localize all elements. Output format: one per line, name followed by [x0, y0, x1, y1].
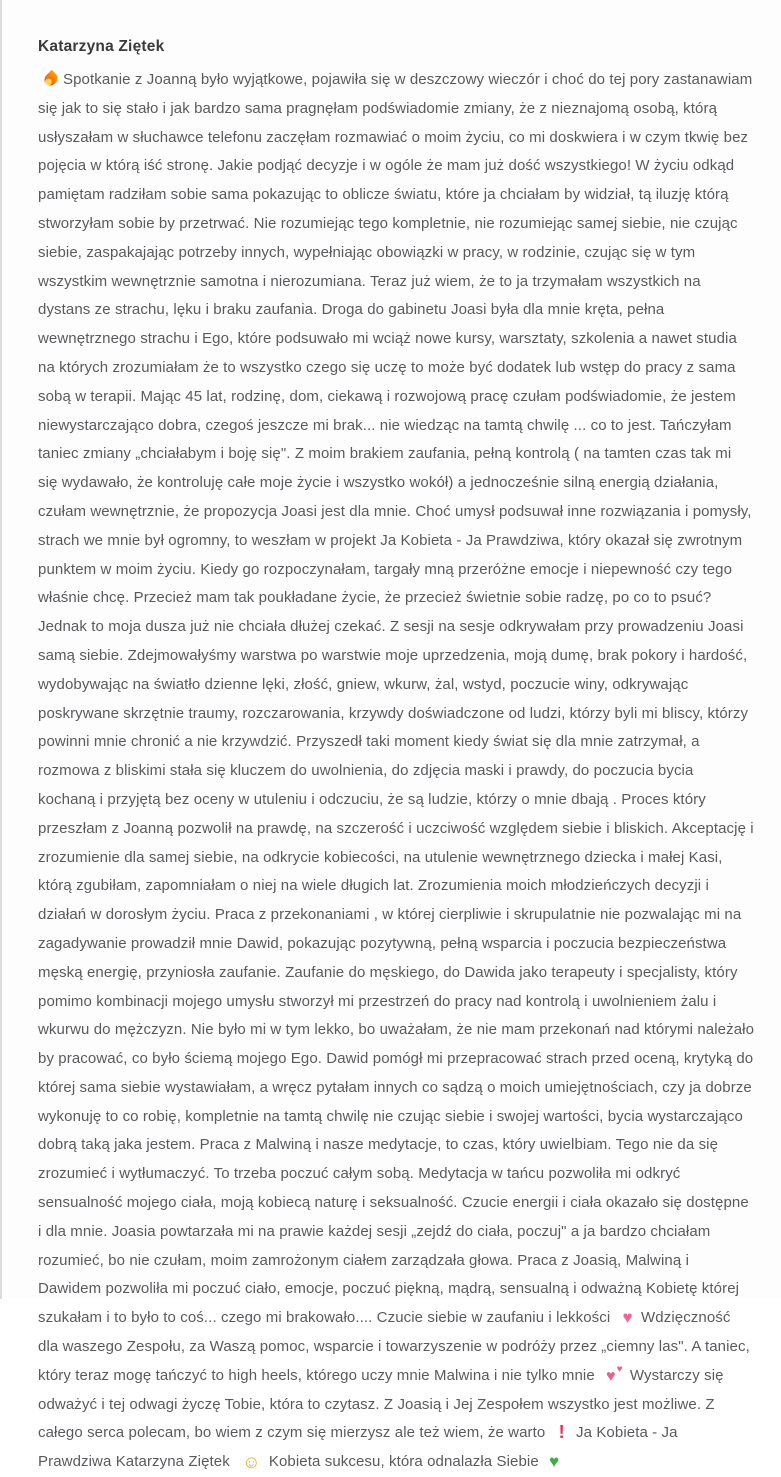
smiling-face-emoji: ☺ — [242, 1452, 261, 1473]
pink-heart-emoji: ♥ — [622, 1308, 633, 1328]
exclamation-emoji: ! — [558, 1422, 565, 1443]
author-name: Katarzyna Ziętek — [38, 38, 165, 55]
testimonial-text: Spotkanie z Joanną było wyjątkowe, pojawiła się w deszczowy wieczór i choć do tej pory zastanawiam się jak to się stało i jak bardzo sama pragnęłam podświadomie zmiany, że z nieznajomą osobą, którą usłyszałam w słuchawce telefonu zaczęłam rozmawiać o moim życiu, co mi doskwiera i w czym tkwię bez pojęcia w którą iść stronę. Jakie podjąć decyzje i w ogóle że mam już dość wszystkiego! W życiu odkąd pamiętam radziłam sobie sama pokazując to oblicze światu, które ja chciałam by widział, tą iluzję którą stworzyłam sobie by przetrwać. Nie rozumiejąc tego kompletnie, nie rozumiejąc samej siebie, nie czując siebie, zaspakajając potrzeby innych, wypełniając obowiązki w pracy, w rodzinie, czując się w tym wszystkim wewnętrznie samotna i nierozumiana. Teraz już wiem, że to ja trzymałam wszystkich na dystans ze strachu, lęku i braku zaufania. Droga do gabinetu Joasi była dla mnie kręta, pełna wewnętrznego strachu i Ego, które podsuwało mi wciąż nowe kursy, warsztaty, szkolenia a nawet studia na których zrozumiałam że to wszystko czego się uczę to może być dodatek lub wstęp do pracy z sama sobą w terapii. Mając 45 lat, rodzinę, dom, ciekawą i rozwojową pracę czułam podświadomie, że jestem niewystarczająco dobra, czegoś jeszcze mi brak... nie wiedząc na tamtą chwilę ... co to jest. Tańczyłam taniec zmiany „chciałabym i boję się". Z moim brakiem zaufania, pełną kontrolą ( na tamten czas tak mi się wydawało, że kontroluję całe moje życie i wszystko wokół) a jednocześnie silną energią działania, czułam wewnętrznie, że propozycja Joasi jest dla mnie. Choć umysł podsuwał inne rozwiązania i pomysły, strach we mnie był ogromny, to weszłam w projekt Ja Kobieta - Ja Prawdziwa, który okazał się zwrotnym punktem w moim życiu. Kiedy go rozpoczynałam, targały mną przeróżne emocje i niepewność czy tego właśnie chcę. Przecież mam tak poukładane życie, że przecież świetnie sobie radzę, po co to psuć? Jednak to moja dusza już nie chciała dłużej czekać. Z sesji na sesje odkrywałam przy prowadzeniu Joasi samą siebie. Zdejmowałyśmy warstwa po warstwie moje uprzedzenia, moją dumę, brak pokory i hardość, wydobywając na światło dzienne lęki, złość, gniew, wkurw, żal, wstyd, poczucie winy, odkrywając poskrywane skrzętnie traumy, rozczarowania, krzywdy doświadczone od ludzi, którzy byli mi bliscy, którzy powinni mnie chronić a nie krzywdzić. Przyszedł taki moment kiedy świat się dla mnie zatrzymał, a rozmowa z bliskimi stała się kluczem do uwolnienia, do zdjęcia maski i prawdy, do poczucia bycia kochaną i przyjętą bez oceny w utuleniu i odczuciu, że są ludzie, którzy o mnie dbają . Proces który przeszłam z Joanną pozwolił na prawdę, na szczerość i uczciwość względem siebie i bliskich. Akceptację i zrozumienie dla samej siebie, na odkrycie kobiecości, na utulenie wewnętrznego dziecka i małej Kasi, którą zgubiłam, zapomniałam o niej na wiele długich lat. Zrozumienia moich młodzieńczych decyzji i działań w dorosłym życiu. Praca z przekonaniami , w której cierpliwie i skrupulatnie nie pozwalając mi na zagadywanie prowadził mnie Dawid, pokazując pozytywną, pełną wsparcia i poczucia bezpieczeństwa męską energię, przyniosła zaufanie. Zaufanie do męskiego, do Dawida jako terapeuty i specjalisty, który pomimo kombinacji mojego umysłu stworzył mi przestrzeń do pracy nad kontrolą i uwolnieniem żalu i wkurwu do mężczyzn. Nie było mi w tym lekko, bo uważałam, że nie mam przekonań nad którymi należało by pracować, co było ściemą mojego Ego. Dawid pomógł mi przepracować strach przed oceną, krytyką do której sama siebie wystawiałam, a wręcz pytałam innych co sądzą o moich umiejętnościach, czy ja dobrze wykonuję to co robię, kompletnie na tamtą chwilę nie czując siebie i swojej wartości, bycia wystarczająco dobrą taką jaka jestem. Praca z Malwiną i nasze medytacje, to czas, który uwielbiam. Tego nie da się zrozumieć i wytłumaczyć. To trzeba poczuć całym sobą. Medytacja w tańcu pozwoliła mi odkryć sensualność mojego ciała, moją kobiecą naturę i seksualność. Czucie energii i ciała okazało się dostępne i dla mnie. Joasia powtarzała mi na prawie każdej sesji „zejdź do ciała, poczuj" a ja bardzo chciałam rozumieć, bo nie czułam, moim zamrożonym ciałem zarządzała głowa. Praca z Joasią, Malwiną i Dawidem pozwoliła mi poczuć ciało, emocje, poczuć piękną, mądrą, sensualną i odważną Kobietę której szukałam i to było to coś... czego mi brakowało.... Czucie siebie w zaufaniu i lekkości ♥ Wdzięczność dla waszego Zespołu, za Waszą pomoc, wsparcie i towarzyszenie w podróży przez „ciemny las". A taniec, który teraz mogę tańczyć to high heels, którego uczy mnie Malwina i nie tylko mnie ♥ ♥ Wystarczy się odważyć i tej odwagi życzę Tobie, która to czytasz. Z Joasią i Jej Zespołem wszystko jest możliwe. Z całego serca polecam, bo wiem z czym się mierzysz ale też wiem, że warto ! Ja Kobieta - Ja Prawdziwa Katarzyna Ziętek ☺ Kobieta sukcesu, która odnalazła Siebie ♥ — [38, 66, 755, 1477]
fire-emoji — [42, 70, 60, 88]
green-heart-emoji: ♥ — [549, 1452, 560, 1472]
two-hearts-emoji: ♥ ♥ — [602, 1369, 616, 1385]
